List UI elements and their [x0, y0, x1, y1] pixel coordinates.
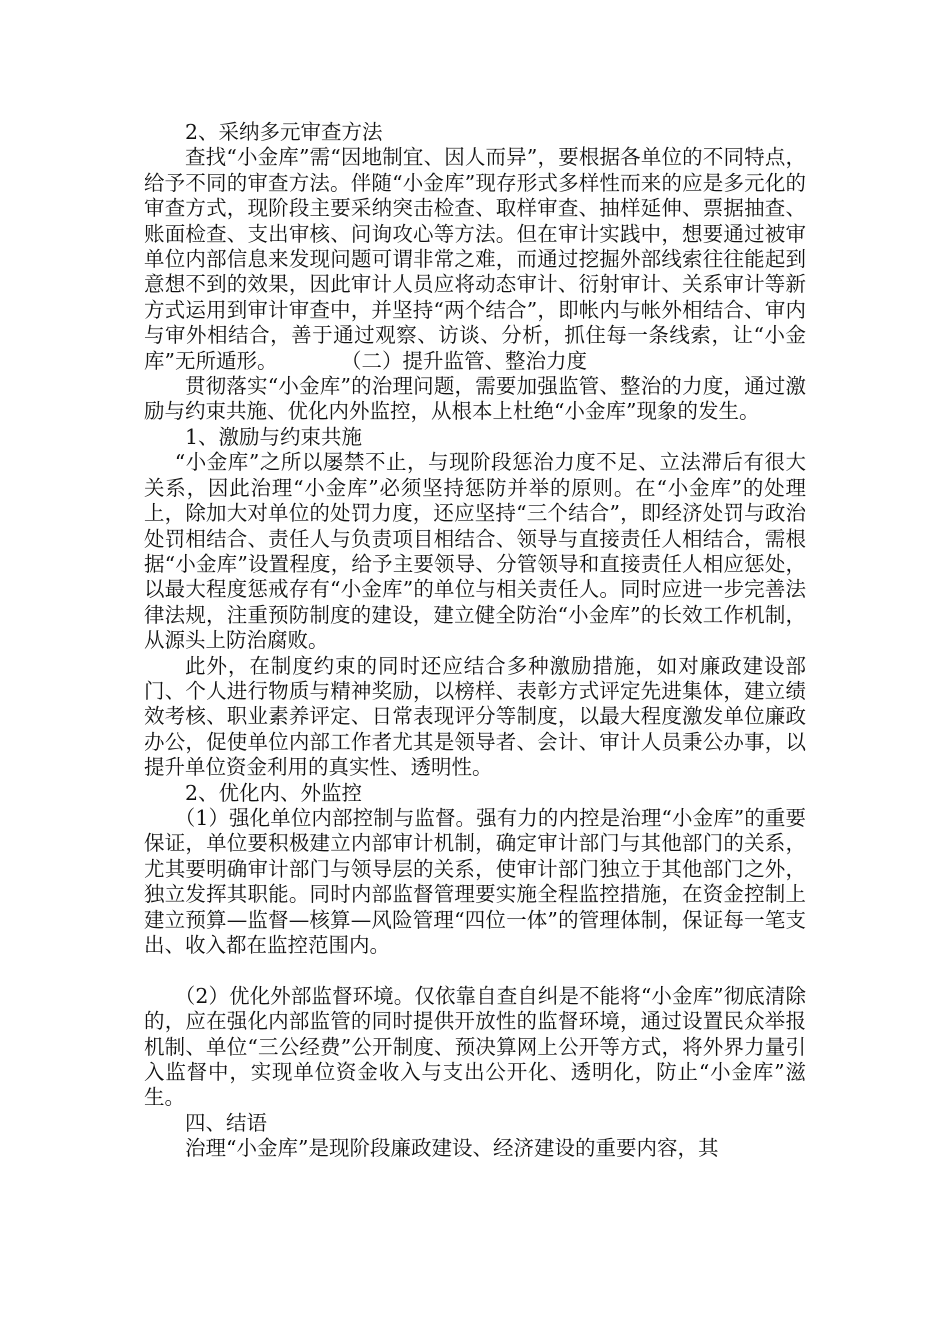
heading-conclusion: 四、结语: [185, 1110, 267, 1135]
heading-section-2: （二）提升监管、整治力度: [351, 348, 588, 373]
paragraph-internal-control: （1）强化单位内部控制与监督。强有力的内控是治理“小金库”的重要保证，单位要积极建立内部审计机制，确定审计部门与其他部门的关系，尤其要明确审计部门与领导层的关系，使审计部门独立于其他部门之外，独立发挥其职能。同时内部监督管理要实施全程监控措施，在资金控制上建立预算—监督—核算—风险管理“四位一体”的管理体制，保证每一笔支出、收入都在监控范围内。: [144, 805, 806, 957]
paragraph-method: [144, 145, 806, 374]
paragraph-section-2: 贯彻落实“小金库”的治理问题，需要加强监管、整治的力度，通过激励与约束共施、优化内外监控，从根本上杜绝“小金库”现象的发生。: [144, 374, 806, 424]
paragraph-method-text: 查找“小金库”需“因地制宜、因人而异”，要根据各单位的不同特点，给予不同的审查方法。伴随“小金库”现存形式多样性而来的应是多元化的审查方式，现阶段主要采纳突击检查、取样审查、抽样延伸、票据抽查、账面检查、支出审核、问询攻心等方法。但在审计实践中，想要通过被审单位内部信息来发现问题可谓非常之难，而通过挖掘外部线索往往能起到意想不到的效果，因此审计人员应将动态审计、衍射审计、关系审计等新方式运用到审计审查中，并坚持“两个结合”，即帐内与帐外相结合、审内与审外相结合，善于通过观察、访谈、分析，抓住每一条线索，让“小金库”无所遁形。: [144, 145, 806, 373]
heading-incentive: 1、激励与约束共施: [185, 424, 363, 449]
paragraph-conclusion: 治理“小金库”是现阶段廉政建设、经济建设的重要内容，其: [185, 1136, 719, 1161]
heading-method: 2、采纳多元审查方法: [185, 120, 383, 144]
paragraph-external-supervision: （2）优化外部监督环境。仅依靠自查自纠是不能将“小金库”彻底清除的，应在强化内部监管的同时提供开放性的监督环境，通过设置民众举报机制、单位“三公经费”公开制度、预决算网上公开等方式，将外界力量引入监督中，实现单位资金收入与支出公开化、透明化，防止“小金库”滋生。: [144, 983, 806, 1110]
heading-optimize: 2、优化内、外监控: [185, 780, 363, 805]
paragraph-incentive-2: 此外，在制度约束的同时还应结合多种激励措施，如对廉政建设部门、个人进行物质与精神奖励，以榜样、表彰方式评定先进集体，建立绩效考核、职业素养评定、日常表现评分等制度，以最大程度激发单位廉政办公，促使单位内部工作者尤其是领导者、会计、审计人员秉公办事，以提升单位资金利用的真实性、透明性。: [144, 653, 806, 780]
blank-line: [144, 958, 806, 983]
paragraph-incentive-1: “小金库”之所以屡禁不止，与现阶段惩治力度不足、立法滞后有很大关系，因此治理“小金库”必须坚持惩防并举的原则。在“小金库”的处理上，除加大对单位的处罚力度，还应坚持“三个结合”，即经济处罚与政治处罚相结合、责任人与负责项目相结合、领导与直接责任人相结合，需根据“小金库”设置程度，给予主要领导、分管领导和直接责任人相应惩处，以最大程度惩戒存有“小金库”的单位与相关责任人。同时应进一步完善法律法规，注重预防制度的建设，建立健全防治“小金库”的长效工作机制，从源头上防治腐败。: [144, 450, 806, 653]
document-page: [144, 120, 806, 1162]
